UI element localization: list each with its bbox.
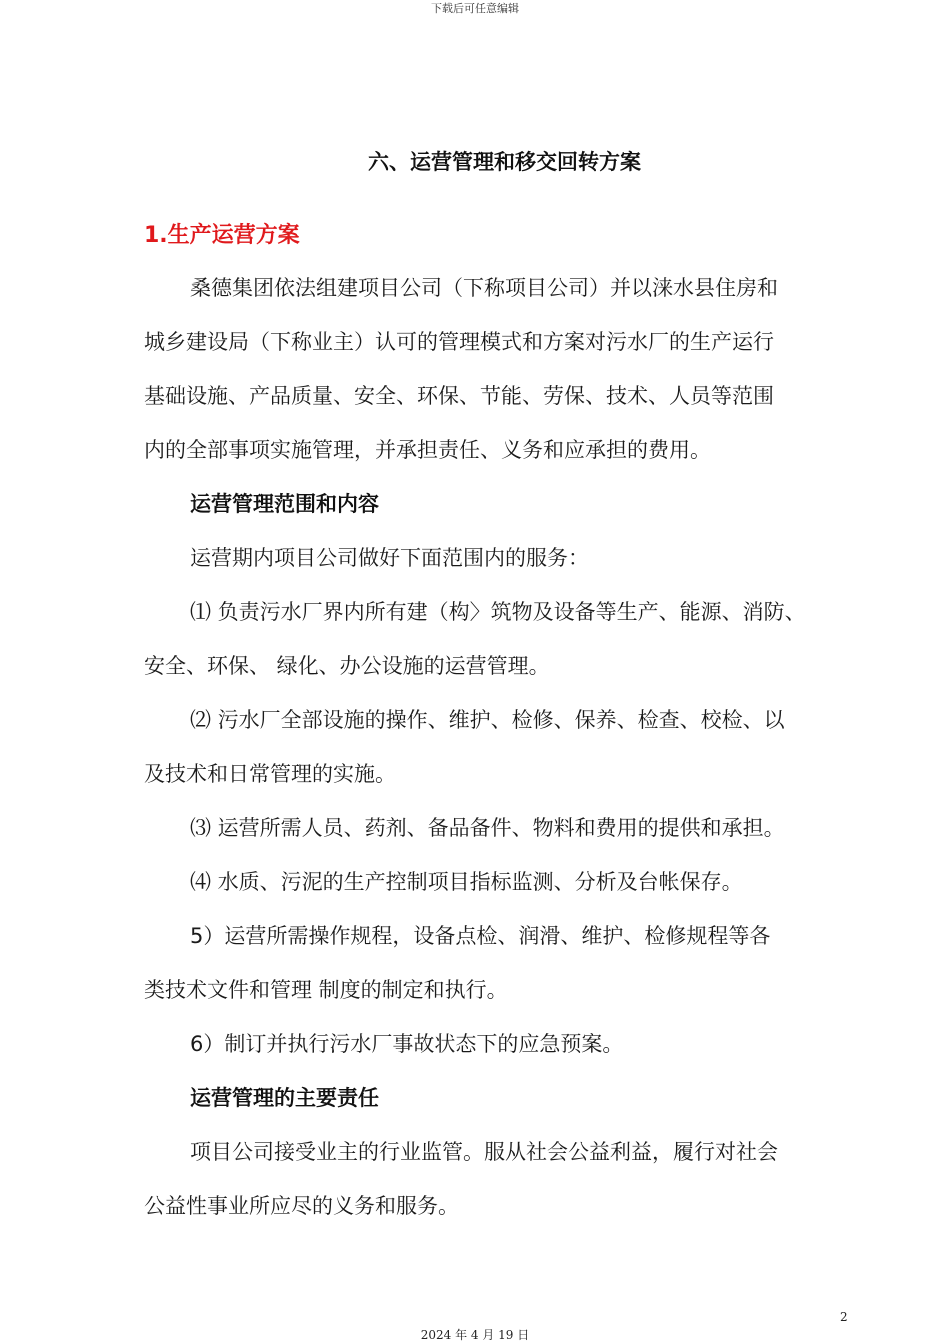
footer-date: 2024 年 4 月 19 日 [420,1328,530,1342]
paragraph-line: 公益性事业所应尽的义务和服务。 [144,1194,459,1218]
list-item-line: ⑶ 运营所需人员、药剂、备品备件、物料和费用的提供和承担。 [190,816,785,840]
paragraph-line: 项目公司接受业主的行业监管。服从社会公益利益，履行对社会 [190,1140,778,1164]
paragraph-line: 城乡建设局（下称业主）认可的管理模式和方案对污水厂的生产运行 [144,330,774,354]
list-item-line: 安全、环保、 绿化、办公设施的运营管理。 [144,654,550,678]
paragraph-line: 基础设施、产品质量、安全、环保、节能、劳保、技术、人员等范围 [144,384,774,408]
list-item-line: 6）制订并执行污水厂事故状态下的应急预案。 [190,1032,624,1056]
list-item-line: ⑵ 污水厂全部设施的操作、维护、检修、保养、检查、校检、以 [190,708,785,732]
subheading-responsibility: 运营管理的主要责任 [190,1086,379,1110]
list-item-line: 及技术和日常管理的实施。 [144,762,396,786]
paragraph-line: 内的全部事项实施管理，并承担责任、义务和应承担的费用。 [144,438,711,462]
paragraph-line: 运营期内项目公司做好下面范围内的服务： [190,546,589,570]
list-item-line: 类技术文件和管理 制度的制定和执行。 [144,978,508,1002]
header-note: 下载后可任意编辑 [431,2,519,15]
list-item-line: ⑷ 水质、污泥的生产控制项目指标监测、分析及台帐保存。 [190,870,743,894]
subheading-scope: 运营管理范围和内容 [190,492,379,516]
list-item-line: 5）运营所需操作规程，设备点检、润滑、维护、检修规程等各 [190,924,771,948]
section-title: 1.生产运营方案 [144,223,300,248]
page-number: 2 [840,1310,848,1324]
chapter-title: 六、运营管理和移交回转方案 [368,150,641,174]
paragraph-line: 桑德集团依法组建项目公司（下称项目公司）并以涞水县住房和 [190,276,778,300]
list-item-line: ⑴ 负责污水厂界内所有建（构〉筑物及设备等生产、能源、消防、 [190,600,806,624]
